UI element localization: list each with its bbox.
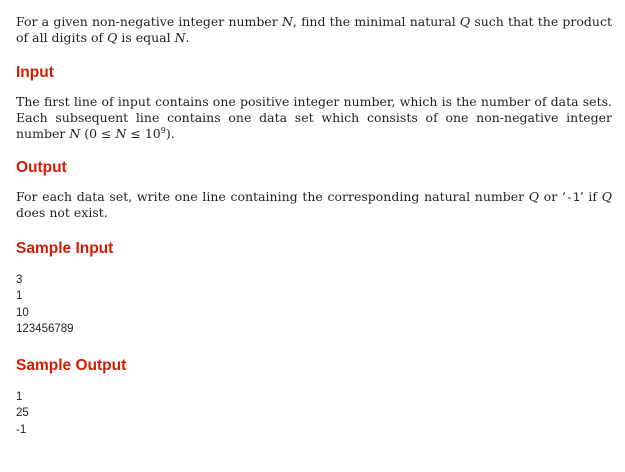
sample-output-line: 1 [16,391,23,404]
intro-text: such that the product of all digits of [16,14,613,45]
sample-input-line: 1 [16,290,23,303]
sample-input-line: 10 [16,306,29,319]
input-heading: Input [16,64,54,81]
sample-input-line: 3 [16,274,23,286]
variable-n: N [115,126,127,141]
sample-output-heading: Sample Output [16,357,127,375]
variable-n: N [69,126,81,141]
intro-text: For a given non-negative integer number [16,14,282,29]
sample-output-line: -1 [16,423,27,436]
intro-text: . [185,30,190,45]
variable-n: N [281,14,293,29]
variable-q: Q [107,30,118,45]
variable-q: Q [528,189,540,204]
sample-input-heading: Sample Input [16,240,114,257]
sample-input-line: 123456789 [16,322,74,335]
input-text: The first line of input contains one positive integer number, which is the number of data sets. Each subsequent line contains one data set which consists of one non-negative integer number [16,94,612,141]
input-description [16,94,612,142]
problem-statement [16,14,612,438]
output-text: does not exist. [16,205,108,220]
variable-q: Q [459,14,471,29]
intro-text: is equal [117,30,175,45]
intro-text: , find the minimal natural [292,14,460,29]
output-heading: Output [16,159,67,176]
sample-output-line: 25 [16,407,29,420]
variable-n: N [174,30,186,45]
output-description [16,189,612,221]
problem-intro [16,14,612,46]
input-text: ). [165,126,175,141]
code-literal: -1 [565,190,580,204]
variable-q: Q [601,189,612,204]
output-text: For each data set, write one line containing the corresponding natural number [16,189,529,204]
output-text: ’ if [579,189,602,204]
exponent: 9 [160,125,166,135]
sample-output-block [16,389,612,438]
input-text: ≤ 10 [126,126,161,141]
output-text: or ‘ [539,189,566,204]
input-text: (0 ≤ [80,126,116,141]
sample-input-block [16,272,612,337]
